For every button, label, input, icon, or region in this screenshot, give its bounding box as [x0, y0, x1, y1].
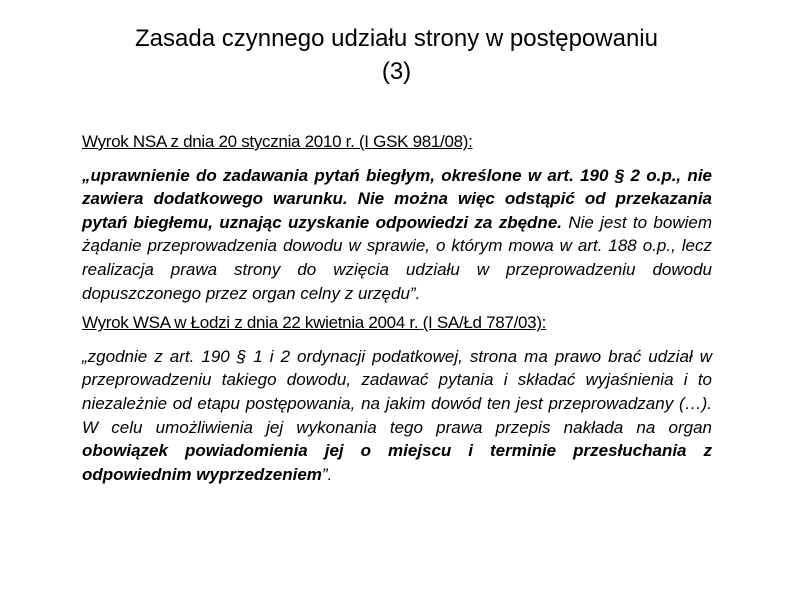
title-line-1: Zasada czynnego udziału strony w postępowaniu	[135, 25, 658, 52]
title-line-2: (3)	[381, 58, 412, 85]
quote-nsa-rest: Nie jest to bowiem żądanie przeprowadzenia dowodu w sprawie, o którym mowa w art. 188 o.p., lecz realizacja prawa strony do wzięcia udziału w przeprowadzeniu dowodu dopuszczonego przez organ celny z urzędu”.	[82, 212, 712, 303]
quote-wsa	[82, 345, 712, 487]
slide-title	[0, 22, 793, 88]
quote-wsa-end: ”.	[321, 464, 333, 484]
slide-content	[82, 130, 712, 492]
quote-wsa-start: „zgodnie z art. 190 § 1 i 2 ordynacji podatkowej, strona ma prawo brać udział w przeprowadzeniu takiego dowodu, zadawać pytania i składać wyjaśnienia i to niezależnie od etapu postępowania, na jakim dowód ten jest przeprowadzany (…). W celu umożliwienia jej wykonania tego prawa przepis nakłada na organ	[82, 346, 712, 437]
quote-nsa	[82, 164, 712, 306]
quote-wsa-bold: obowiązek powiadomienia jej o miejscu i terminie przesłuchania z odpowiednim wyprzedzeniem	[82, 441, 712, 484]
case-citation-wsa: Wyrok WSA w Łodzi z dnia 22 kwietnia 2004 r. (I SA/Łd 787/03):	[82, 313, 547, 333]
quote-nsa-bold: „uprawnienie do zadawania pytań biegłym, określone w art. 190 § 2 o.p., nie zawiera dodatkowego warunku. Nie można więc odstąpić od przekazania pytań biegłemu, uznając uzyskanie odpowiedzi za zbędne.	[82, 165, 712, 232]
case-citation-nsa: Wyrok NSA z dnia 20 stycznia 2010 r. (I GSK 981/08):	[82, 132, 473, 151]
